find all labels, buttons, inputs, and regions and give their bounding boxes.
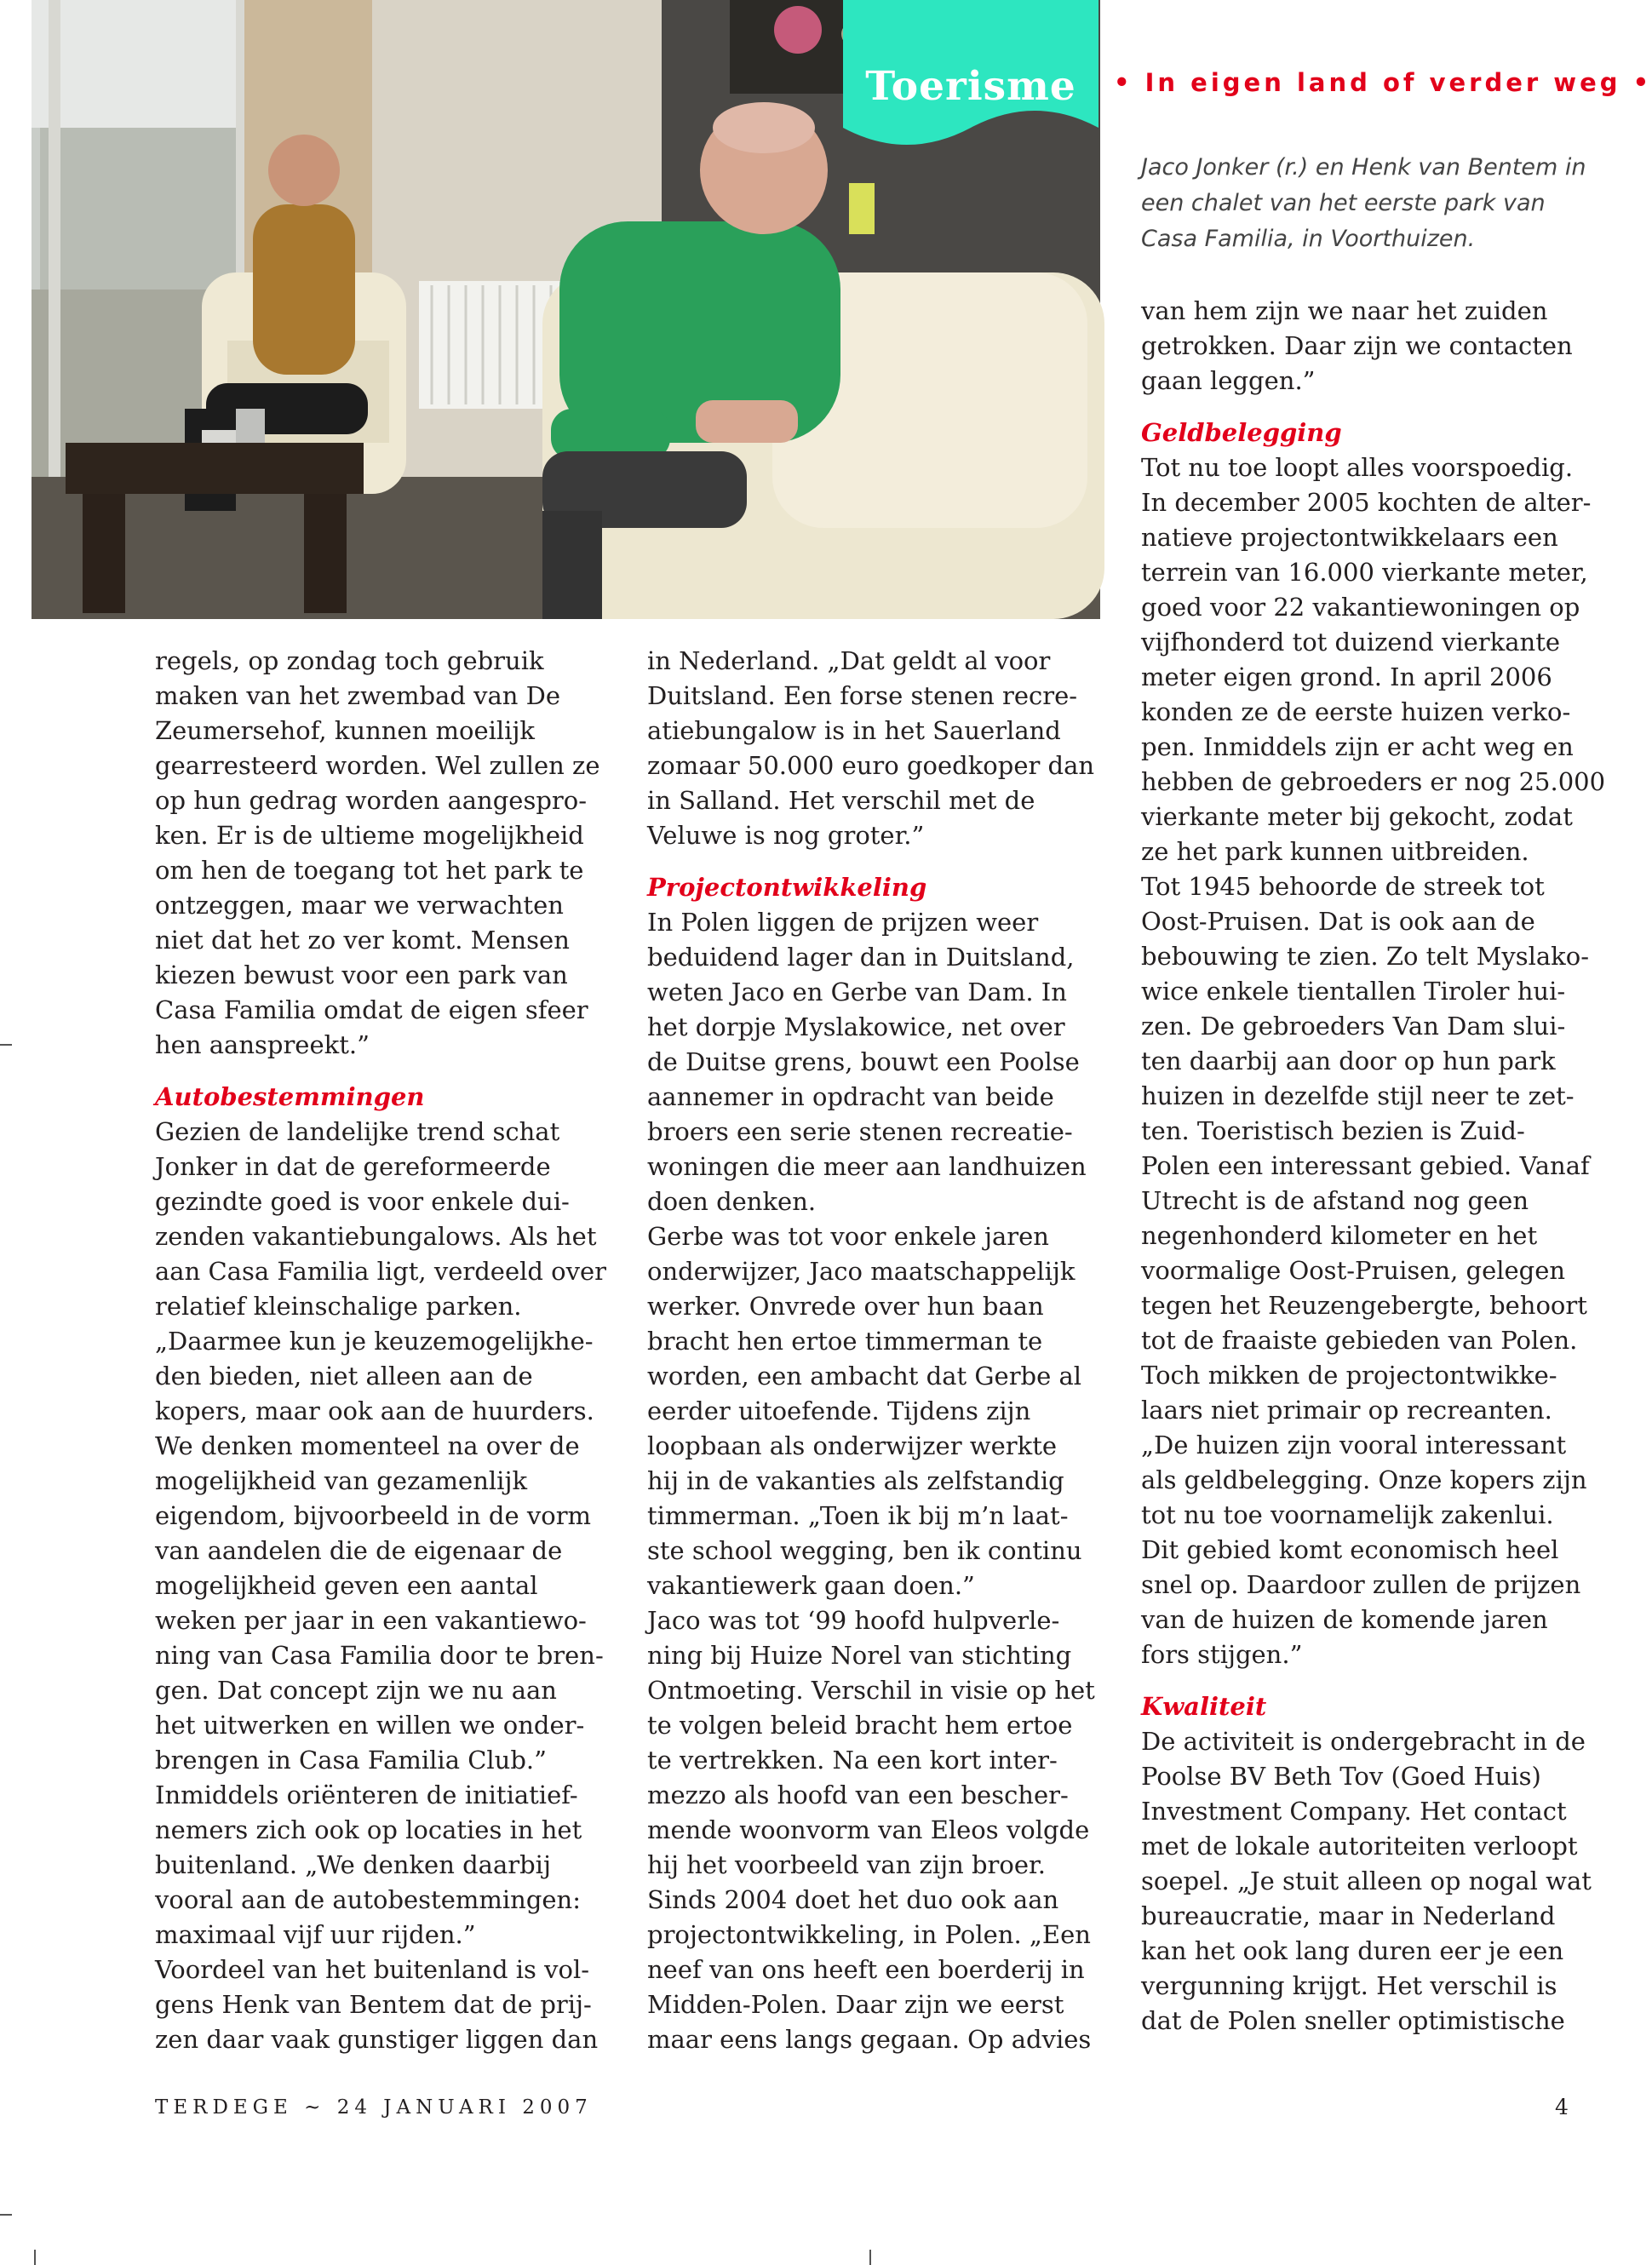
paragraph-gap	[1141, 1672, 1584, 1689]
text-line: gaan leggen.”	[1141, 366, 1316, 395]
text-line: weten Jaco en Gerbe van Dam. In	[647, 978, 1067, 1006]
text-line: zen daar vaak gunstiger liggen dan	[155, 2025, 599, 2054]
text-line: vergunning krijgt. Het verschil is	[1141, 1971, 1557, 2000]
text-line: bracht hen ertoe timmerman te	[647, 1327, 1043, 1356]
text-line: onderwijzer, Jaco maatschappelijk	[647, 1257, 1076, 1286]
text-line: aannemer in opdracht van beide	[647, 1082, 1054, 1111]
text-line: Poolse BV Beth Tov (Goed Huis)	[1141, 1762, 1541, 1791]
crop-mark	[869, 2250, 871, 2265]
text-line: beduidend lager dan in Duitsland,	[647, 943, 1075, 972]
text-line: kiezen bewust voor een park van	[155, 960, 568, 989]
text-line: getrokken. Daar zijn we contacten	[1141, 331, 1573, 360]
page-footer: TERDEGE ~ 24 JANUARI 2007	[155, 2096, 593, 2119]
text-line: worden, een ambacht dat Gerbe al	[647, 1362, 1082, 1391]
text-line: gen. Dat concept zijn we nu aan	[155, 1676, 557, 1705]
text-line: atiebungalow is in het Sauerland	[647, 716, 1061, 745]
text-line: op hun gedrag worden aangespro-	[155, 786, 588, 815]
text-line: hij in de vakanties als zelfstandig	[647, 1466, 1064, 1495]
text-line: ze het park kunnen uitbreiden.	[1141, 837, 1529, 866]
text-line: Jonker in dat de gereformeerde	[155, 1152, 551, 1181]
text-line: Voordeel van het buitenland is vol-	[155, 1955, 590, 1984]
text-line: natieve projectontwikkelaars een	[1141, 523, 1558, 552]
caption-line: Casa Familia, in Voorthuizen.	[1141, 226, 1476, 252]
text-line: hebben de gebroeders er nog 25.000	[1141, 767, 1606, 796]
photo-caption	[1141, 150, 1584, 257]
caption-line: Jaco Jonker (r.) en Henk van Bentem in	[1141, 154, 1586, 181]
subheading: Autobestemmingen	[155, 1082, 425, 1111]
text-line: Casa Familia omdat de eigen sfeer	[155, 995, 588, 1024]
text-line: ken. Er is de ultieme mogelijkheid	[155, 821, 584, 850]
text-line: broers een serie stenen recreatie-	[647, 1117, 1073, 1146]
text-line: Dit gebied komt economisch heel	[1141, 1535, 1559, 1564]
text-line: in Nederland. „Dat geldt al voor	[647, 646, 1051, 675]
text-line: wice enkele tientallen Tiroler hui-	[1141, 977, 1566, 1006]
text-line: van aandelen die de eigenaar de	[155, 1536, 563, 1565]
text-line: mezzo als hoofd van een bescher-	[647, 1780, 1069, 1809]
text-line: bureaucratie, maar in Nederland	[1141, 1901, 1556, 1930]
text-line: kan het ook lang duren eer je een	[1141, 1936, 1564, 1965]
text-line: het uitwerken en willen we onder-	[155, 1711, 585, 1740]
text-line: goed voor 22 vakantiewoningen op	[1141, 593, 1580, 622]
text-line: kopers, maar ook aan de huurders.	[155, 1396, 594, 1425]
text-line: Investment Company. Het contact	[1141, 1797, 1567, 1826]
text-line: voormalige Oost-Pruisen, gelegen	[1141, 1256, 1566, 1285]
text-line: laars niet primair op recreanten.	[1141, 1396, 1552, 1425]
text-line: Jaco was tot ‘99 hoofd hulpverle-	[647, 1606, 1060, 1635]
text-line: Ontmoeting. Verschil in visie op het	[647, 1676, 1095, 1705]
text-line: den bieden, niet alleen aan de	[155, 1362, 533, 1391]
text-line: te volgen beleid bracht hem ertoe	[647, 1711, 1073, 1740]
text-line: Toch mikken de projectontwikke-	[1141, 1361, 1557, 1390]
text-line: mogelijkheid van gezamenlijk	[155, 1466, 528, 1495]
text-line: meter eigen grond. In april 2006	[1141, 662, 1552, 691]
text-line: maar eens langs gegaan. Op advies	[647, 2025, 1092, 2054]
text-line: regels, op zondag toch gebruik	[155, 646, 544, 675]
text-line: Sinds 2004 doet het duo ook aan	[647, 1885, 1059, 1914]
text-line: eerder uitoefende. Tijdens zijn	[647, 1396, 1031, 1425]
text-line: „Daarmee kun je keuzemogelijkhe-	[155, 1327, 594, 1356]
text-line: eigendom, bijvoorbeeld in de vorm	[155, 1501, 592, 1530]
text-line: Midden-Polen. Daar zijn we eerst	[647, 1990, 1064, 2019]
text-line: relatief kleinschalige parken.	[155, 1292, 522, 1321]
text-line: gezindte goed is voor enkele dui-	[155, 1187, 570, 1216]
crop-mark	[34, 2250, 36, 2265]
text-line: brengen in Casa Familia Club.”	[155, 1746, 547, 1775]
text-line: vijfhonderd tot duizend vierkante	[1141, 628, 1561, 657]
subheading: Kwaliteit	[1141, 1692, 1267, 1721]
text-line: tot nu toe voornamelijk zakenlui.	[1141, 1500, 1554, 1529]
text-line: terrein van 16.000 vierkante meter,	[1141, 558, 1588, 587]
text-line: Tot nu toe loopt alles voorspoedig.	[1141, 453, 1574, 482]
text-line: timmerman. „Toen ik bij m’n laat-	[647, 1501, 1069, 1530]
text-line: werker. Onvrede over hun baan	[647, 1292, 1044, 1321]
text-line: zenden vakantiebungalows. Als het	[155, 1222, 597, 1251]
section-kicker: • In eigen land of verder weg •	[1114, 68, 1652, 97]
text-line: aan Casa Familia ligt, verdeeld over	[155, 1257, 607, 1286]
text-line: konden ze de eerste huizen verko-	[1141, 697, 1571, 726]
text-line: ontzeggen, maar we verwachten	[155, 891, 564, 920]
text-line: „De huizen zijn vooral interessant	[1141, 1431, 1567, 1459]
text-line: als geldbelegging. Onze kopers zijn	[1141, 1465, 1587, 1494]
text-line: met de lokale autoriteiten verloopt	[1141, 1832, 1578, 1861]
text-line: Inmiddels oriënteren de initiatief-	[155, 1780, 578, 1809]
text-line: Tot 1945 behoorde de streek tot	[1141, 872, 1545, 901]
text-line: buitenland. „We denken daarbij	[155, 1850, 551, 1879]
article-column-3	[1141, 294, 1606, 2038]
text-line: Polen een interessant gebied. Vanaf	[1141, 1151, 1590, 1180]
article-column-2	[647, 644, 1095, 2057]
text-line: soepel. „Je stuit alleen op nogal wat	[1141, 1866, 1592, 1895]
paragraph-gap	[155, 1063, 598, 1080]
subheading: Geldbelegging	[1141, 418, 1342, 447]
text-line: woningen die meer aan landhuizen	[647, 1152, 1087, 1181]
text-line: Veluwe is nog groter.”	[647, 821, 925, 850]
paragraph-gap	[647, 853, 1090, 870]
article-column-1	[155, 644, 607, 2057]
text-line: gearresteerd worden. Wel zullen ze	[155, 751, 600, 780]
crop-mark	[0, 1044, 12, 1046]
text-line: snel op. Daardoor zullen de prijzen	[1141, 1570, 1581, 1599]
text-line: tegen het Reuzengebergte, behoort	[1141, 1291, 1587, 1320]
text-line: van hem zijn we naar het zuiden	[1141, 296, 1548, 325]
text-line: fors stijgen.”	[1141, 1640, 1303, 1669]
text-line: bebouwing te zien. Zo telt Myslako-	[1141, 942, 1589, 971]
text-line: In Polen liggen de prijzen weer	[647, 908, 1039, 937]
text-line: We denken momenteel na over de	[155, 1431, 580, 1460]
text-line: Duitsland. Een forse stenen recre-	[647, 681, 1078, 710]
text-line: Gezien de landelijke trend schat	[155, 1117, 560, 1146]
text-line: gens Henk van Bentem dat de prij-	[155, 1990, 592, 2019]
text-line: ste school wegging, ben ik continu	[647, 1536, 1082, 1565]
text-line: weken per jaar in een vakantiewo-	[155, 1606, 587, 1635]
section-tab-label: Toerisme	[865, 63, 1076, 110]
text-line: zomaar 50.000 euro goedkoper dan	[647, 751, 1095, 780]
text-line: tot de fraaiste gebieden van Polen.	[1141, 1326, 1578, 1355]
text-line: vierkante meter bij gekocht, zodat	[1141, 802, 1573, 831]
text-line: mogelijkheid geven een aantal	[155, 1571, 538, 1600]
text-line: niet dat het zo ver komt. Mensen	[155, 926, 570, 955]
page-number: 4	[1555, 2095, 1569, 2119]
subheading: Projectontwikkeling	[647, 873, 927, 902]
text-line: ten daarbij aan door op hun park	[1141, 1046, 1556, 1075]
text-line: neef van ons heeft een boerderij in	[647, 1955, 1085, 1984]
text-line: mende woonvorm van Eleos volgde	[647, 1815, 1090, 1844]
text-line: om hen de toegang tot het park te	[155, 856, 584, 885]
text-line: hij het voorbeeld van zijn broer.	[647, 1850, 1046, 1879]
text-line: de Duitse grens, bouwt een Poolse	[647, 1047, 1080, 1076]
text-line: projectontwikkeling, in Polen. „Een	[647, 1920, 1091, 1949]
text-line: vooral aan de autobestemmingen:	[155, 1885, 581, 1914]
section-tab	[843, 0, 1098, 149]
text-line: Utrecht is de afstand nog geen	[1141, 1186, 1529, 1215]
text-line: In december 2005 kochten de alter-	[1141, 488, 1592, 517]
text-line: te vertrekken. Na een kort inter-	[647, 1746, 1058, 1775]
text-line: ten. Toeristisch bezien is Zuid-	[1141, 1116, 1525, 1145]
text-line: zen. De gebroeders Van Dam slui-	[1141, 1012, 1566, 1041]
text-line: loopbaan als onderwijzer werkte	[647, 1431, 1058, 1460]
text-line: vakantiewerk gaan doen.”	[647, 1571, 975, 1600]
caption-line: een chalet van het eerste park van	[1141, 190, 1546, 216]
text-line: Gerbe was tot voor enkele jaren	[647, 1222, 1049, 1251]
text-line: dat de Polen sneller optimistische	[1141, 2006, 1565, 2035]
text-line: De activiteit is ondergebracht in de	[1141, 1727, 1586, 1756]
text-line: nemers zich ook op locaties in het	[155, 1815, 582, 1844]
text-line: maximaal vijf uur rijden.”	[155, 1920, 476, 1949]
text-line: maken van het zwembad van De	[155, 681, 561, 710]
text-line: het dorpje Myslakowice, net over	[647, 1012, 1065, 1041]
text-line: Zeumersehof, kunnen moeilijk	[155, 716, 536, 745]
text-line: hen aanspreekt.”	[155, 1030, 370, 1059]
crop-mark	[0, 2214, 12, 2216]
text-line: Oost-Pruisen. Dat is ook aan de	[1141, 907, 1535, 936]
text-line: negenhonderd kilometer en het	[1141, 1221, 1538, 1250]
paragraph-gap	[1141, 399, 1584, 416]
text-line: doen denken.	[647, 1187, 817, 1216]
text-line: ning bij Huize Norel van stichting	[647, 1641, 1072, 1670]
text-line: van de huizen de komende jaren	[1141, 1605, 1548, 1634]
text-line: pen. Inmiddels zijn er acht weg en	[1141, 732, 1574, 761]
text-line: in Salland. Het verschil met de	[647, 786, 1035, 815]
text-line: ning van Casa Familia door te bren-	[155, 1641, 604, 1670]
text-line: huizen in dezelfde stijl neer te zet-	[1141, 1081, 1575, 1110]
